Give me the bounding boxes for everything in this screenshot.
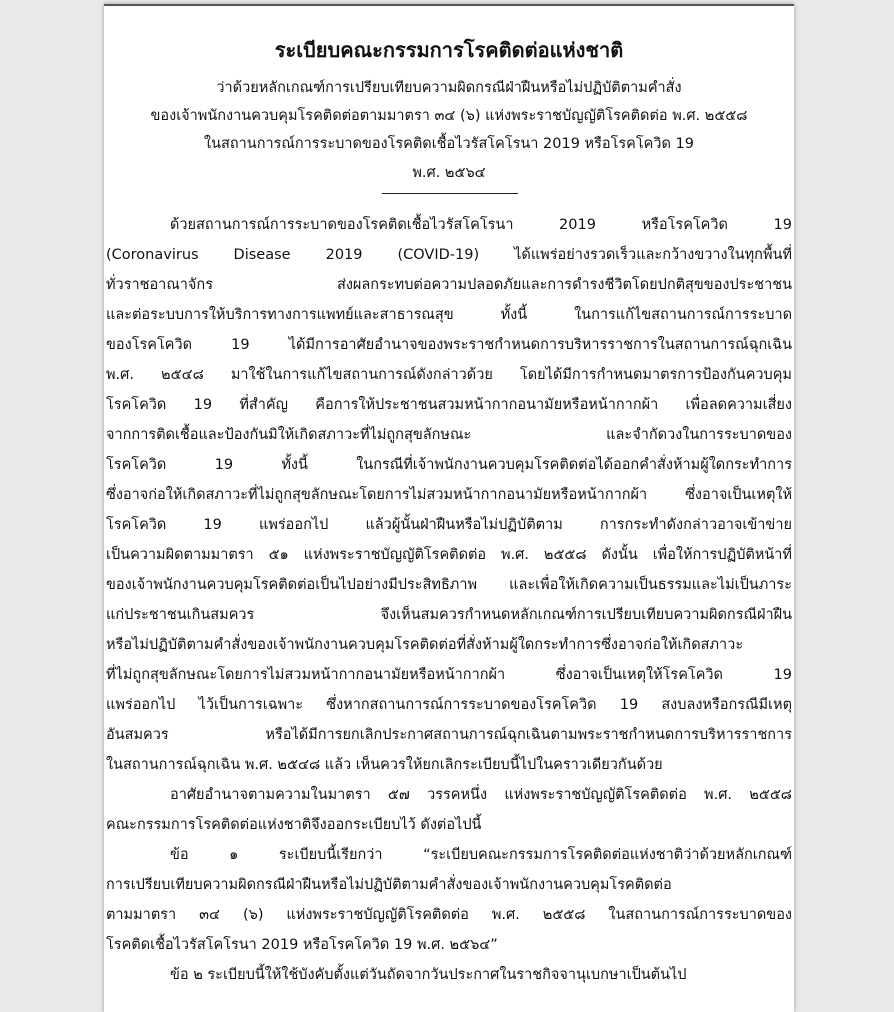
body-line: อาศัยอำนาจตามความในมาตรา ๕๗ วรรคหนึ่ง แห่งพระราชบัญญัติโรคติดต่อ พ.ศ. ๒๕๕๘: [170, 787, 792, 803]
body-line: เป็นความผิดตามมาตรา ๕๑ แห่งพระราชบัญญัติโรคติดต่อ พ.ศ. ๒๕๕๘ ดังนั้น เพื่อให้การปฏิบัติหน้าที่: [106, 547, 792, 563]
body-line: คณะกรรมการโรคติดต่อแห่งชาติจึงออกระเบียบไว้ ดังต่อไปนี้: [106, 817, 482, 833]
body-line: โรคโควิด 19 ทั้งนี้ ในกรณีที่เจ้าพนักงานควบคุมโรคติดต่อได้ออกคำสั่งห้ามผู้ใดกระทำการ: [106, 457, 792, 473]
clause-2-line: ข้อ ๒ ระเบียบนี้ให้ใช้บังคับตั้งแต่วันถัดจากวันประกาศในราชกิจจานุเบกษาเป็นต้นไป: [170, 967, 687, 983]
title-divider: [382, 193, 518, 194]
body-line: (Coronavirus Disease 2019 (COVID-19) ได้แพร่อย่างรวดเร็วและกว้างขวางในทุกพื้นที่: [106, 247, 792, 263]
body-line: หรือไม่ปฏิบัติตามคำสั่งของเจ้าพนักงานควบคุมโรคติดต่อที่สั่งห้ามผู้ใดกระทำการซึ่งอาจก่อให้เกิดสภาวะ: [106, 637, 744, 653]
body-line: แพร่ออกไป ไว้เป็นการเฉพาะ ซึ่งหากสถานการณ์การระบาดของโรคโควิด 19 สงบลงหรือกรณีมีเหตุ: [106, 697, 792, 713]
body-line: ด้วยสถานการณ์การระบาดของโรคติดเชื้อไวรัสโคโรนา 2019 หรือโรคโควิด 19: [170, 217, 792, 233]
subtitle-line: ว่าด้วยหลักเกณฑ์การเปรียบเทียบความผิดกรณีฝ่าฝืนหรือไม่ปฏิบัติตามคำสั่ง: [216, 80, 682, 96]
page-top-border: [104, 4, 794, 6]
document-title: ระเบียบคณะกรรมการโรคติดต่อแห่งชาติ: [274, 38, 624, 62]
body-line: แก่ประชาชนเกินสมควร จึงเห็นสมควรกำหนดหลักเกณฑ์การเปรียบเทียบความผิดกรณีฝ่าฝืน: [106, 607, 792, 623]
body-line: ในสถานการณ์ฉุกเฉิน พ.ศ. ๒๕๔๘ แล้ว เห็นควรให้ยกเลิกระเบียบนี้ไปในคราวเดียวกันด้วย: [106, 757, 663, 773]
subtitle-line: ในสถานการณ์การระบาดของโรคติดเชื้อไวรัสโคโรนา 2019 หรือโรคโควิด 19: [204, 136, 694, 152]
clause-1-line: การเปรียบเทียบความผิดกรณีฝ่าฝืนหรือไม่ปฏิบัติตามคำสั่งของเจ้าพนักงานควบคุมโรคติดต่อ: [106, 877, 672, 893]
body-line: จากการติดเชื้อและป้องกันมิให้เกิดสภาวะที่ไม่ถูกสุขลักษณะ และจำกัดวงในการระบาดของ: [106, 427, 792, 443]
body-line: อันสมควร หรือได้มีการยกเลิกประกาศสถานการณ์ฉุกเฉินตามพระราชกำหนดการบริหารราชการ: [106, 727, 792, 743]
body-line: โรคโควิด 19 แพร่ออกไป แล้วผู้นั้นฝ่าฝืนหรือไม่ปฏิบัติตาม การกระทำดังกล่าวอาจเข้าข่าย: [106, 517, 792, 533]
subtitle-line: ของเจ้าพนักงานควบคุมโรคติดต่อตามมาตรา ๓๔ (๖) แห่งพระราชบัญญัติโรคติดต่อ พ.ศ. ๒๕๕๘: [150, 108, 748, 124]
clause-1-line: ตามมาตรา ๓๔ (๖) แห่งพระราชบัญญัติโรคติดต่อ พ.ศ. ๒๕๕๘ ในสถานการณ์การระบาดของ: [106, 907, 792, 923]
body-line: โรคโควิด 19 ที่สำคัญ คือการให้ประชาชนสวมหน้ากากอนามัยหรือหน้ากากผ้า เพื่อลดความเสี่ยง: [106, 397, 792, 413]
body-line: และต่อระบบการให้บริการทางการแพทย์และสาธารณสุข ทั้งนี้ ในการแก้ไขสถานการณ์การระบาด: [106, 307, 792, 323]
body-line: ซึ่งอาจก่อให้เกิดสภาวะที่ไม่ถูกสุขลักษณะโดยการไม่สวมหน้ากากอนามัยหรือหน้ากากผ้า ซึ่งอาจเป็นเหตุให้: [106, 487, 792, 503]
document-page: [104, 4, 794, 1012]
clause-1-line: ข้อ ๑ ระเบียบนี้เรียกว่า “ระเบียบคณะกรรมการโรคติดต่อแห่งชาติว่าด้วยหลักเกณฑ์: [170, 847, 792, 863]
subtitle-year: พ.ศ. ๒๕๖๔: [412, 165, 486, 181]
body-line: ของเจ้าพนักงานควบคุมโรคติดต่อเป็นไปอย่างมีประสิทธิภาพ และเพื่อให้เกิดความเป็นธรรมและไม่เป็นภาระ: [106, 577, 792, 593]
body-line: ที่ไม่ถูกสุขลักษณะโดยการไม่สวมหน้ากากอนามัยหรือหน้ากากผ้า ซึ่งอาจเป็นเหตุให้โรคโควิด 19: [106, 667, 792, 683]
body-line: ทั่วราชอาณาจักร ส่งผลกระทบต่อความปลอดภัยและการดำรงชีวิตโดยปกติสุขของประชาชน: [106, 277, 792, 293]
clause-1-line: โรคติดเชื้อไวรัสโคโรนา 2019 หรือโรคโควิด 19 พ.ศ. ๒๕๖๔”: [106, 937, 498, 953]
body-line: ของโรคโควิด 19 ได้มีการอาศัยอำนาจของพระราชกำหนดการบริหารราชการในสถานการณ์ฉุกเฉิน: [106, 337, 792, 353]
body-line: พ.ศ. ๒๕๔๘ มาใช้ในการแก้ไขสถานการณ์ดังกล่าวด้วย โดยได้มีการกำหนดมาตรการป้องกันควบคุม: [106, 367, 792, 383]
